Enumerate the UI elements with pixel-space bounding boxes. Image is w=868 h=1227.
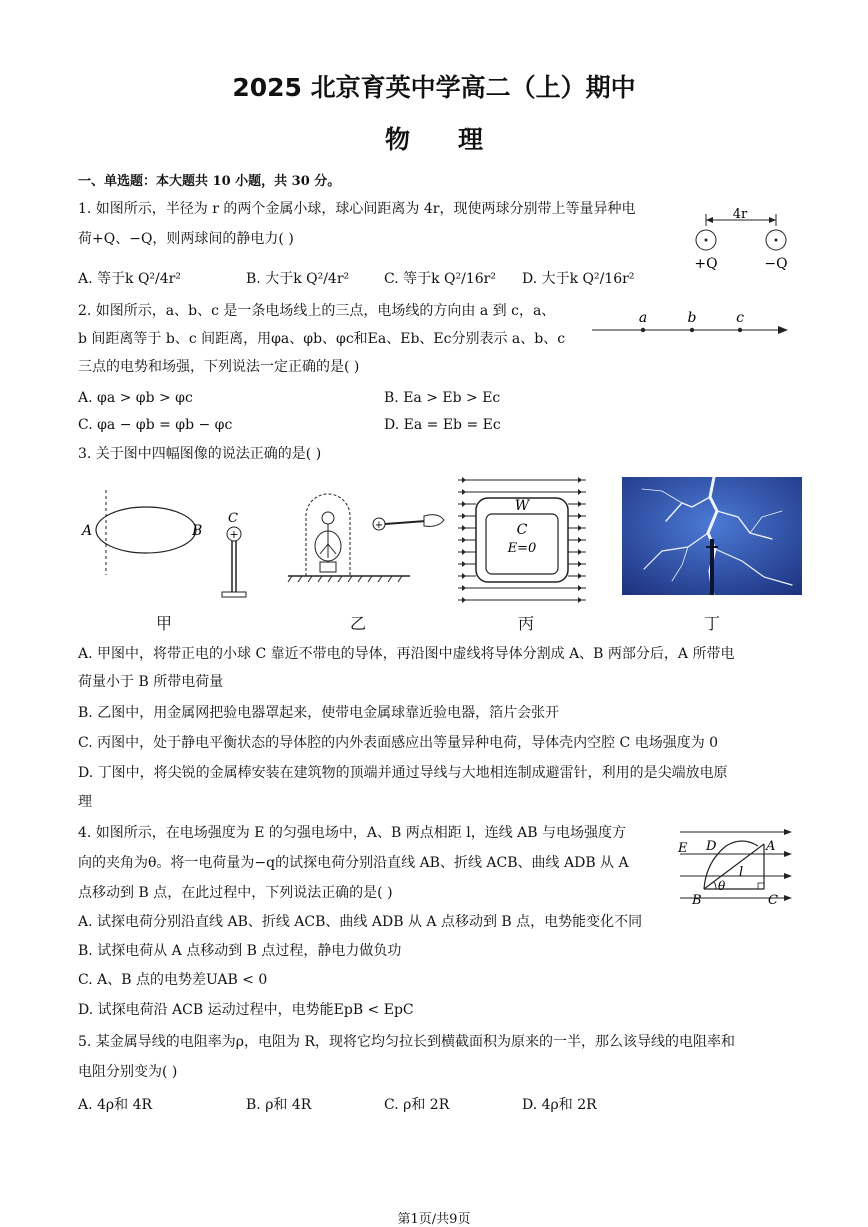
q1-right-charge: −Q [764,256,788,272]
q1-left-charge: +Q [694,256,718,272]
page-footer: 第1页/共9页 [397,1212,471,1227]
q1-option-a: A. 等于k Q²/4r² [78,271,181,287]
q3-option-b: B. 乙图中，用金属网把验电器罩起来，使带电金属球靠近验电器，箔片会张开 [78,705,560,721]
q4-fig-label-theta: θ [718,879,726,893]
q3-figure-ding-lightning-photo [622,477,802,595]
q2-field-line-figure [588,306,793,340]
q1-option-d: D. 大于k Q²/16r² [522,271,635,287]
subject-title: 物理 [384,125,531,154]
q4-fig-label-c: C [768,893,778,908]
q3-caption-yi: 乙 [350,614,367,633]
q5-option-d: D. 4ρ和 2R [522,1097,597,1113]
q3-caption-jia: 甲 [156,614,173,633]
q4-line2: 向的夹角为θ。将一电荷量为−q的试探电荷分别沿直线 AB、折线 ACB、曲线 ADB 从 A [78,855,629,871]
q3-option-c: C. 丙图中，处于静电平衡状态的导体腔的内外表面感应出等量异种电荷，导体壳内空腔 C 电场强度为 0 [78,735,719,751]
q3-caption-bing: 丙 [518,614,535,633]
q2-line2: b 间距离等于 b、c 间距离，用φa、φb、φc和Ea、Eb、Ec分别表示 a、b、c [78,331,566,347]
q2-option-a: A. φa > φb > φc [78,390,193,406]
q3-bing-label-w: W [514,498,530,514]
q2-option-b: B. Ea > Eb > Ec [384,390,501,406]
q4-fig-label-e: E [678,841,688,856]
q4-fig-label-a: A [766,839,776,854]
q3-figure-bing [456,474,590,606]
q2-point-a: a [638,310,648,326]
q3-figure-yi [286,476,452,586]
q4-uniform-field-figure [676,822,796,914]
q4-line3: 点移动到 B 点，在此过程中，下列说法正确的是( ) [78,885,393,901]
q3-jia-label-b: B [192,523,203,539]
page-title: 2025 北京育英中学高二（上）期中 [232,73,636,102]
q4-option-c: C. A、B 点的电势差UAB < 0 [78,972,268,988]
svg-text:+: + [229,528,239,541]
q2-option-d: D. Ea = Eb = Ec [384,417,501,433]
q3-bing-label-e0: E=0 [507,541,537,556]
q4-option-d: D. 试探电荷沿 ACB 运动过程中，电势能EpB < EpC [78,1002,414,1018]
q3-figure-jia [76,480,266,605]
q2-line3: 三点的电势和场强，下列说法一定正确的是( ) [78,359,360,375]
q2-option-c: C. φa − φb = φb − φc [78,417,233,433]
svg-text:+: + [374,520,384,531]
q5-option-b: B. ρ和 4R [246,1097,312,1113]
q4-fig-label-l: l [739,865,744,880]
q4-fig-label-b: B [692,893,702,908]
q4-option-b: B. 试探电荷从 A 点移动到 B 点过程，静电力做负功 [78,943,402,959]
q3-bing-label-c: C [516,522,528,538]
q2-line1: 2. 如图所示，a、b、c 是一条电场线上的三点，电场线的方向由 a 到 c，a、 [78,303,556,319]
q1-option-c: C. 等于k Q²/16r² [384,271,496,287]
q5-option-a: A. 4ρ和 4R [78,1097,153,1113]
q4-option-a: A. 试探电荷分别沿直线 AB、折线 ACB、曲线 ADB 从 A 点移动到 B 点，电势能变化不同 [78,914,643,930]
q2-point-b: b [687,310,697,326]
q4-fig-label-d: D [706,839,717,854]
section-heading: 一、单选题：本大题共 10 小题，共 30 分。 [78,174,341,189]
q5-line1: 5. 某金属导线的电阻率为ρ，电阻为 R，现将它均匀拉长到横截面积为原来的一半，那么该导线的电阻率和 [78,1034,736,1050]
q3-option-a-line2: 荷量小于 B 所带电荷量 [78,674,224,690]
q3-jia-label-c: C [228,511,238,526]
q1-line2: 荷+Q、−Q，则两球间的静电力( ) [78,231,294,247]
q1-option-b: B. 大于k Q²/4r² [246,271,350,287]
q5-option-c: C. ρ和 2R [384,1097,450,1113]
q3-option-d-line2: 理 [78,794,92,810]
q1-line1: 1. 如图所示，半径为 r 的两个金属小球，球心间距离为 4r，现使两球分别带上等量异种电 [78,201,636,217]
q3-option-d-line1: D. 丁图中，将尖锐的金属棒安装在建筑物的顶端并通过导线与大地相连制成避雷针，利用的是尖端放电原 [78,765,728,781]
q3-jia-label-a: A [82,523,93,539]
q1-figure [680,200,800,280]
q1-distance-label: 4r [732,207,748,222]
q2-point-c: c [736,310,744,326]
q4-line1: 4. 如图所示，在电场强度为 E 的匀强电场中，A、B 两点相距 l，连线 AB 与电场强度方 [78,825,627,841]
q3-caption-ding: 丁 [704,614,721,633]
q3-line1: 3. 关于图中四幅图像的说法正确的是( ) [78,446,322,462]
q5-line2: 电阻分别变为( ) [78,1064,178,1080]
q3-option-a-line1: A. 甲图中，将带正电的小球 C 靠近不带电的导体，再沿图中虚线将导体分割成 A、B 两部分后，A 所带电 [78,646,735,662]
